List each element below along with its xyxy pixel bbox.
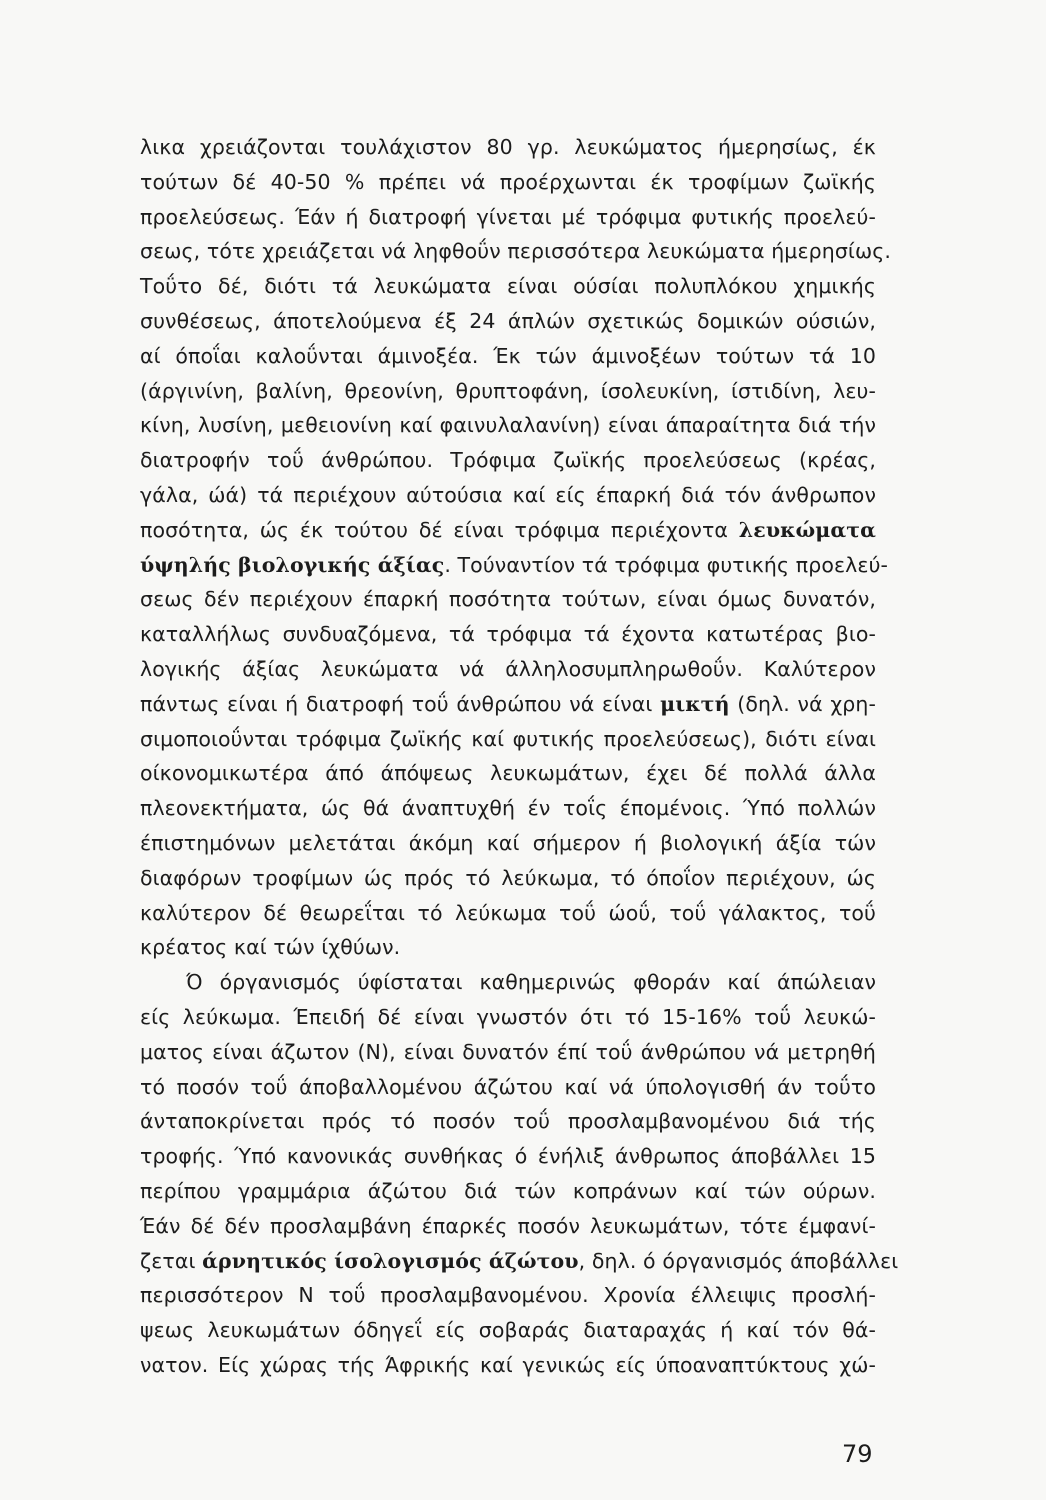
text-line: τροφής. Ύπό κανονικάς συνθήκας ό ένήλιξ άνθρωπος άποβάλλει 15: [140, 1144, 876, 1169]
text-line: λογικής άξίας λευκώματα νά άλληλοσυμπληρωθοΰν. Καλύτερον: [140, 656, 876, 681]
text-line: Ό όργανισμός ύφίσταται καθημερινώς φθοράν καί άπώλειαν: [186, 970, 876, 995]
text-line: αί όποΐαι καλοΰνται άμινοξέα. Έκ τών άμινοξέων τούτων τά 10: [140, 343, 876, 368]
text-line: καταλλήλως συνδυαζόμενα, τά τρόφιμα τά έχοντα κατωτέρας βιο-: [140, 622, 876, 647]
text-line: [140, 548, 889, 583]
text-line: [140, 513, 876, 548]
text-line: περίπου γραμμάρια άζώτου διά τών κοπράνων καί τών ούρων.: [140, 1178, 876, 1203]
text-line: καλύτερον δέ θεωρεΐται τό λεύκωμα τοΰ ώοΰ, τοΰ γάλακτος, τοΰ: [140, 900, 876, 925]
emphasis-text: άρνητικός ίσολογισμός άζώτου: [202, 1248, 579, 1273]
text-line: τούτων δέ 40-50 % πρέπει νά προέρχωνται έκ τροφίμων ζωϊκής: [140, 169, 876, 194]
text-line: διαφόρων τροφίμων ώς πρός τό λεύκωμα, τό όποΐον περιέχουν, ώς: [140, 865, 876, 890]
text-line: περισσότερον Ν τοΰ προσλαμβανομένου. Χρονία έλλειψις προσλή-: [140, 1283, 876, 1308]
emphasis-text: ύψηλής βιολογικής άξίας: [140, 552, 445, 577]
text-segment: ζεται: [140, 1248, 196, 1273]
text-segment: . Τούναντίον τά τρόφιμα φυτικής προελεύ-: [444, 552, 889, 577]
text-line: είς λεύκωμα. Έπειδή δέ είναι γνωστόν ότι τό 15-16% τοΰ λευκώ-: [140, 1004, 876, 1029]
text-line: συνθέσεως, άποτελούμενα έξ 24 άπλών σχετικώς δομικών ούσιών,: [140, 308, 876, 333]
text-line: πλεονεκτήματα, ώς θά άναπτυχθή έν τοΐς έπομένοις. Ύπό πολλών: [140, 796, 876, 821]
text-line: (άργινίνη, βαλίνη, θρεονίνη, θρυπτοφάνη, ίσολευκίνη, ίστιδίνη, λευ-: [140, 378, 876, 403]
text-line: διατροφήν τοΰ άνθρώπου. Τρόφιμα ζωϊκής προελεύσεως (κρέας,: [140, 448, 876, 473]
text-line: τό ποσόν τοΰ άποβαλλομένου άζώτου καί νά ύπολογισθή άν τοΰτο: [140, 1074, 876, 1099]
text-line: σεως δέν περιέχουν έπαρκή ποσότητα τούτων, είναι όμως δυνατόν,: [140, 587, 876, 612]
body-text: [140, 130, 899, 1383]
text-line: κρέατος καί τών ίχθύων.: [140, 935, 401, 960]
text-segment: , δηλ. ό όργανισμός άποβάλλει: [578, 1248, 899, 1273]
emphasis-text: λευκώματα: [738, 517, 876, 542]
text-line: [140, 1244, 899, 1279]
text-line: προελεύσεως. Έάν ή διατροφή γίνεται μέ τρόφιμα φυτικής προελεύ-: [140, 204, 876, 229]
emphasis-text: μικτή: [660, 691, 730, 716]
text-line: ψεως λευκωμάτων όδηγεΐ είς σοβαράς διαταραχάς ή καί τόν θά-: [140, 1318, 876, 1343]
text-line: έπιστημόνων μελετάται άκόμη καί σήμερον ή βιολογική άξία τών: [140, 830, 876, 855]
text-line: Τοΰτο δέ, διότι τά λευκώματα είναι ούσίαι πολυπλόκου χημικής: [140, 274, 876, 299]
text-line: Έάν δέ δέν προσλαμβάνη έπαρκές ποσόν λευκωμάτων, τότε έμφανί-: [140, 1213, 876, 1238]
text-line: γάλα, ώά) τά περιέχουν αύτούσια καί είς έπαρκή διά τόν άνθρωπον: [140, 482, 876, 507]
text-line: ματος είναι άζωτον (Ν), είναι δυνατόν έπί τοΰ άνθρώπου νά μετρηθή: [140, 1039, 876, 1064]
text-segment: πάντως είναι ή διατροφή τοΰ άνθρώπου νά είναι: [140, 691, 653, 716]
text-segment: ποσότητα, ώς έκ τούτου δέ είναι τρόφιμα περιέχοντα: [140, 517, 729, 542]
page-number: 79: [842, 1440, 873, 1468]
text-line: λικα χρειάζονται τουλάχιστον 80 γρ. λευκώματος ήμερησίως, έκ: [140, 135, 876, 159]
text-line: νατον. Είς χώρας τής Άφρικής καί γενικώς είς ύποαναπτύκτους χώ-: [140, 1352, 876, 1377]
text-line: σιμοποιοΰνται τρόφιμα ζωϊκής καί φυτικής προελεύσεως), διότι είναι: [140, 726, 876, 751]
text-line: οίκονομικωτέρα άπό άπόψεως λευκωμάτων, έχει δέ πολλά άλλα: [140, 761, 876, 786]
text-line: [140, 687, 876, 722]
text-line: άνταποκρίνεται πρός τό ποσόν τοΰ προσλαμβανομένου διά τής: [140, 1109, 876, 1134]
text-line: σεως, τότε χρειάζεται νά ληφθοΰν περισσότερα λευκώματα ήμερησίως.: [140, 239, 891, 264]
text-line: κίνη, λυσίνη, μεθειονίνη καί φαινυλαλανίνη) είναι άπαραίτητα διά τήν: [140, 413, 876, 438]
text-segment: (δηλ. νά χρη-: [737, 691, 876, 716]
